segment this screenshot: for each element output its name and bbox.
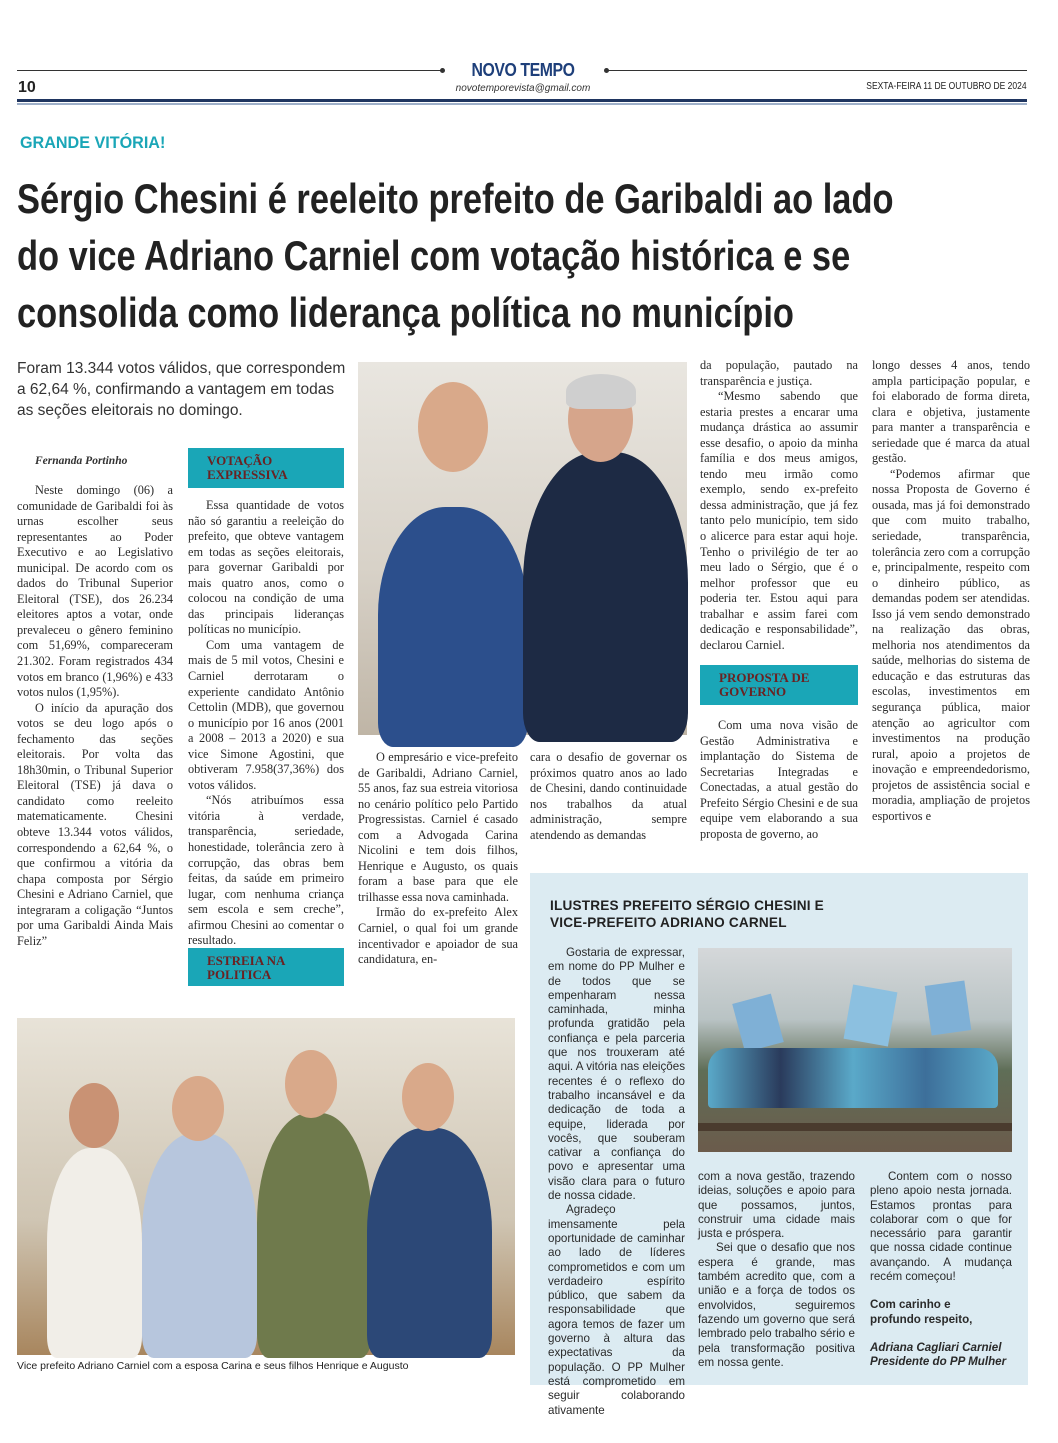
paragraph: “Mesmo sabendo que estaria prestes a encarar uma mudança drástica ao assumir esse desafio, o apoio da minha família e dos meus amigos, tendo meu irmão como exemplo, sendo ex-prefeito dessa administração, que já fez tanto pelo município, tem sido o alicerce para estar aqui hoje. Tenho o privilégio de ter ao meu lado o Sérgio, que é o melhor professor que eu poderia ter. Estou aqui para trabalhar e assim farei com dedicação e responsabilidade”, declarou Carniel.: [700, 389, 858, 652]
person-silhouette: [378, 507, 528, 747]
photo-pp-mulher-group: [698, 948, 1012, 1152]
letter-column-1: [548, 946, 685, 1417]
byline: Fernanda Portinho: [35, 455, 128, 467]
person-head: [69, 1083, 119, 1148]
railroad-track: [698, 1123, 1012, 1131]
article-column-5: [700, 358, 858, 656]
photo-carniel-family: [17, 1018, 515, 1355]
paragraph: “Nós atribuímos essa vitória à verdade, transparência, seriedade, honestidade, tolerância zero à corrupção, das obras bem feitas, da saúde em primeiro lugar, com nenhuma criança sem escola e sem creche”, afirmou Chesini ao comentar o resultado.: [188, 793, 344, 948]
flag: [844, 985, 898, 1047]
person-silhouette: [257, 1113, 372, 1358]
paragraph: Agradeço imensamente pela oportunidade de caminhar ao lado de líderes comprometidos e com um verdadeiro espírito público, que sabem da responsabilidade que agora temos de fazer um governo à altura das expectativas da população. O PP Mulher está comprometido em seguir colaborando ativamente: [548, 1203, 685, 1417]
paragraph: “Podemos afirmar que nossa Proposta de Governo é ousada, mas já foi demonstrado que com muito trabalho, seriedade, transparência, tolerância zero com a corrupção e, principalmente, respeito com o dinheiro público, as demandas podem ser atendidas. Isso já vem sendo demonstrado na realização das obras, melhoria nos atendimentos da saúde, melhorias do sistema de educação e das estruturas das escolas, investimentos em segurança pública, maior atenção ao agricultor com investimentos na produção rural, apoio a projetos de inovação e empreendedorismo, projetos de assistência social e moradia, ampliação de projetos esportivos e: [872, 466, 1030, 823]
crowd: [708, 1048, 998, 1108]
header-dot-left: [440, 68, 445, 73]
subhead-proposta-de-governo: PROPOSTA DE GOVERNO: [700, 665, 858, 705]
paragraph: cara o desafio de governar os próximos quatro anos ao lado de Chesini, dando continuidade nos trabalhos da atual administração, sempre atendendo as demandas: [530, 750, 687, 842]
letter-column-2: [698, 1170, 855, 1370]
headline-line: Sérgio Chesini é reeleito prefeito de Garibaldi ao lado: [17, 175, 894, 222]
flag: [732, 994, 784, 1053]
header-rule-right: [607, 70, 1027, 71]
photo-caption: Vice prefeito Adriano Carniel com a esposa Carina e seus filhos Henrique e Augusto: [17, 1360, 409, 1372]
letter-signature-title: Presidente do PP Mulher: [870, 1355, 1007, 1369]
letter-title: [550, 897, 824, 931]
paragraph: Essa quantidade de votos não só garantiu a reeleição do prefeito, que obteve vantagem em todas as seções eleitorais, para governar Garibaldi por mais quatro anos, como o colocou na condição de uma das principais lideranças políticas no município.: [188, 498, 344, 637]
paragraph: da população, pautado na transparência e justiça.: [700, 358, 858, 388]
article-column-4: [530, 750, 687, 845]
header-divider-light: [17, 103, 1027, 105]
person-silhouette: [142, 1133, 257, 1358]
article-column-6: [872, 358, 1030, 845]
headline-line: consolida como liderança política no município: [17, 289, 794, 336]
person-silhouette: [523, 452, 688, 742]
person-silhouette: [47, 1148, 142, 1358]
spacer: [870, 1327, 1012, 1341]
paragraph: com a nova gestão, trazendo ideias, soluções e apoio para que possamos, juntos, construir uma cidade mais justa e próspera.: [698, 1170, 855, 1241]
subhead-votacao-expressiva: VOTAÇÃO EXPRESSIVA: [188, 448, 344, 488]
article-headline: [17, 170, 985, 341]
header-rule-left: [17, 70, 442, 71]
contact-email: novotemporevista@gmail.com: [455, 83, 591, 94]
header-dot-right: [604, 68, 609, 73]
paragraph: Contem com o nosso pleno apoio nesta jornada. Estamos prontas para colaborar com o que for necessário para garantir que nossa cidade continue avançando. A mudança recém começou!: [870, 1170, 1012, 1284]
person-head: [172, 1076, 224, 1141]
paragraph: O início da apuração dos votos se deu logo após o fechamento das seções eleitorais. Por volta das 18h30min, o Tribunal Superior Eleitoral (TSE) já dava o candidato como reeleito matematicamente. Chesini obteve 13.344 votos válidos, correspondendo a 62,64 %, o que confirmou a vitória da chapa composta por Sérgio Chesini e Adriano Carniel, que integraram a coligação “Juntos por uma Garibaldi Ainda Mais Feliz”: [17, 700, 173, 948]
article-lede: Foram 13.344 votos válidos, que correspondem a 62,64 %, confirmando a vantagem em todas as seções eleitorais no domingo.: [17, 360, 346, 419]
letter-box: [530, 873, 1028, 1417]
letter-closing: profundo respeito,: [870, 1312, 973, 1326]
paragraph: Irmão do ex-prefeito Alex Carniel, o qual foi um grande incentivador e apoiador de sua candidatura, en-: [358, 905, 518, 967]
headline-line: do vice Adriano Carniel com votação histórica e se: [17, 232, 851, 279]
article-column-1: [17, 483, 173, 988]
paragraph: Sei que o desafio que nos espera é grande, mas também acredito que, com a união e a força de todos os envolvidos, seguiremos fazendo um governo que será lembrado pelo trabalho sério e pela transformação positiva em nossa gente.: [698, 1241, 855, 1369]
paragraph: Com uma vantagem de mais de 5 mil votos, Chesini e Carniel derrotaram o experiente candidato Antônio Cettolin (MDB), que governou o município por 16 anos (2001 a 2008 – 2013 a 2020) e sua vice Simone Agostini, que obtiveram 7.958(37,36%) dos votos válidos.: [188, 637, 344, 792]
letter-title-line: VICE-PREFEITO ADRIANO CARNEL: [550, 915, 787, 930]
paragraph: O empresário e vice-prefeito de Garibaldi, Adriano Carniel, 55 anos, faz sua estreia vitoriosa no cenário político pelo Partido Progressistas. Carniel é casado com a Advogada Carina Nicolini e tem dois filhos, Henrique e Augusto, os quais foram a base para que ele trilhasse essa nova caminhada.: [358, 750, 518, 904]
person-head: [285, 1050, 337, 1118]
letter-column-3: [870, 1170, 1012, 1370]
flag: [925, 980, 972, 1035]
article-column-3: [358, 750, 518, 986]
person-head: [418, 382, 488, 472]
letter-closing: Com carinho e: [870, 1298, 951, 1312]
paragraph: Gostaria de expressar, em nome do PP Mulher e de todos que se empenharam nessa caminhada, minha profunda gratidão pela confiança e pela parceria que nos trouxeram até aqui. A vitória nas eleições recentes é o reflexo do trabalho incansável e da dedicação de toda a equipe, liderada por vocês, que souberam cativar a confiança do povo e apresentar uma visão clara para o futuro de nossa cidade.: [548, 946, 685, 1203]
newspaper-brand: NOVO TEMPO: [471, 60, 575, 80]
issue-date: SEXTA-FEIRA 11 DE OUTUBRO DE 2024: [866, 81, 1027, 92]
paragraph: Com uma nova visão de Gestão Administrativa e implantação do Sistema de Secretarias Integradas e Conectadas, a atual gestão do Prefeito Sérgio Chesini e de sua equipe vem elaborando a sua proposta de governo, ao: [700, 718, 858, 841]
subhead-estreia-na-politica: ESTREIA NA POLITICA: [188, 948, 344, 986]
person-head: [402, 1063, 454, 1131]
page-number: 10: [18, 79, 36, 96]
paragraph: Neste domingo (06) a comunidade de Garibaldi foi às urnas escolher seus representantes ao Poder Executivo e ao Legislativo municipal. De acordo com os dados do Tribunal Superior Eleitoral (TSE), dos 26.234 eleitores aptos a votar, onde prevaleceu o gênero feminino com 51,69%, compareceram 21.302. Foram registrados 434 votos em branco (1,96%) e 433 votos nulos (1,95%).: [17, 483, 173, 700]
letter-signature-name: Adriana Cagliari Carniel: [870, 1340, 1002, 1354]
letter-title-line: ILUSTRES PREFEITO SÉRGIO CHESINI E: [550, 898, 824, 913]
header-divider: [17, 99, 1027, 102]
person-head: [566, 374, 636, 409]
article-column-2: [188, 498, 344, 948]
person-silhouette: [367, 1128, 492, 1358]
section-kicker: GRANDE VITÓRIA!: [20, 133, 166, 152]
paragraph: longo desses 4 anos, tendo ampla participação popular, e foi elaborado de forma direta, clara e objetiva, justamente para manter a transparência e seriedade que é marca da atual gestão.: [872, 358, 1030, 466]
spacer: [870, 1284, 1012, 1298]
article-column-5b: [700, 718, 858, 844]
photo-chesini-carniel: [358, 362, 687, 735]
